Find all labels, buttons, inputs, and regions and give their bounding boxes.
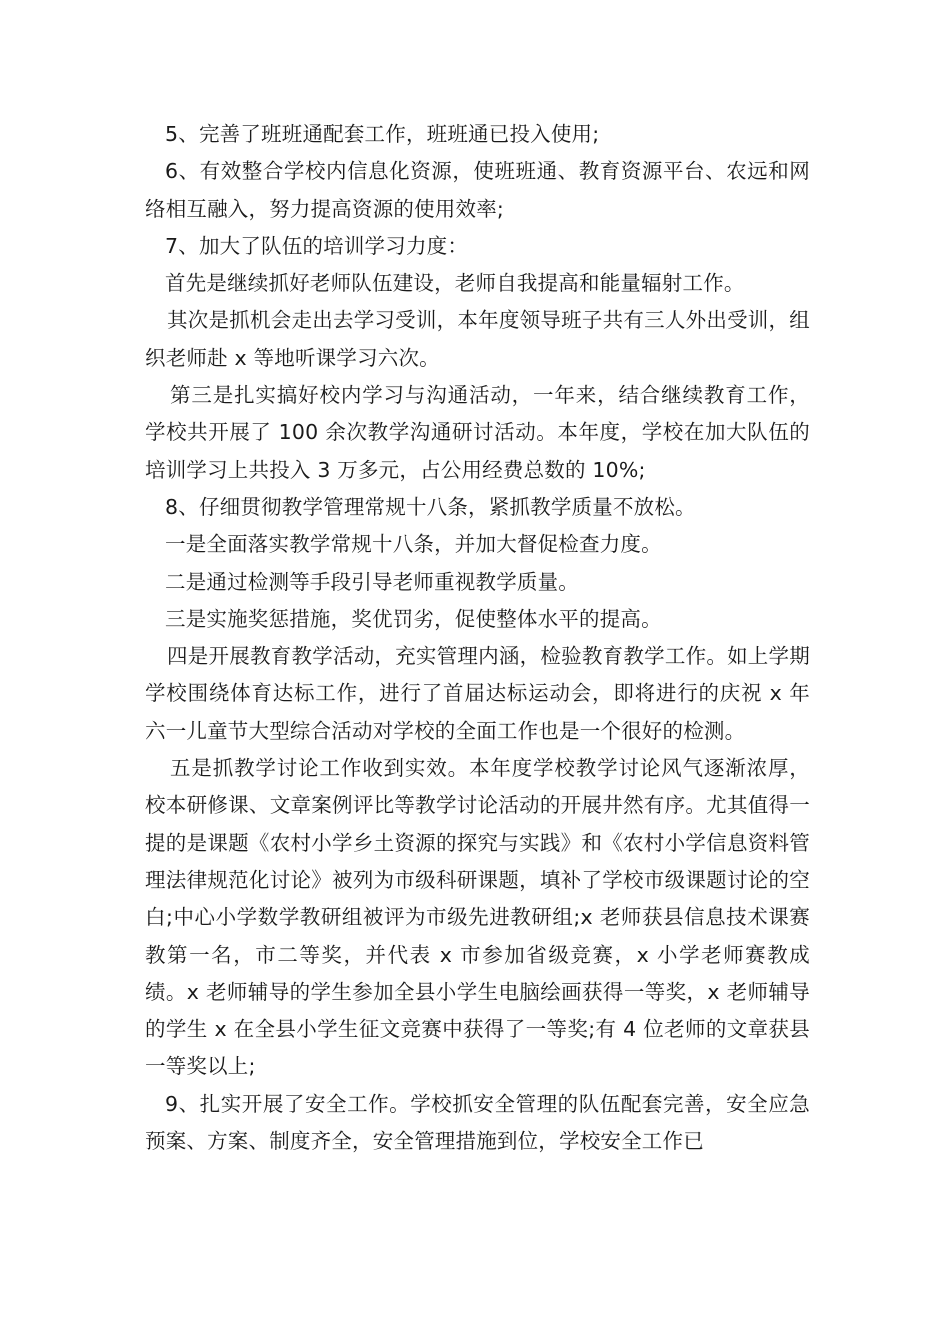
paragraph-item-8: 8、仔细贯彻教学管理常规十八条，紧抓教学质量不放松。 [165,494,696,519]
paragraph-item-6: 6、有效整合学校内信息化资源，使班班通、教育资源平台、农远和网络相互融入，努力提高资源的使用效率; [145,159,810,221]
paragraph-teacher-team: 首先是继续抓好老师队伍建设，老师自我提高和能量辐射工作。 [165,271,745,296]
paragraph-activities: 四是开展教育教学活动，充实管理内涵，检验教育教学工作。如上学期学校围绕体育达标工作，进行了首届达标运动会，即将进行的庆祝 x 年六一儿童节大型综合活动对学校的全面工作也是一个很好的检测。 [145,644,810,743]
paragraph-rewards: 三是实施奖惩措施，奖优罚劣，促使整体水平的提高。 [165,606,662,631]
paragraph-item-5: 5、完善了班班通配套工作，班班通已投入使用; [165,122,600,146]
paragraph-quality-testing: 二是通过检测等手段引导老师重视教学质量。 [165,569,579,594]
paragraph-internal-exchange: 第三是扎实搞好校内学习与沟通活动，一年来，结合继续教育工作，学校共开展了 100 余次教学沟通研讨活动。本年度，学校在加大队伍的培训学习上共投入 3 万多元，占公用经费总数的 10%; [145,383,810,482]
paragraph-research: 五是抓教学讨论工作收到实效。本年度学校教学讨论风气逐渐浓厚，校本研修课、文章案例评比等教学讨论活动的开展井然有序。尤其值得一提的是课题《农村小学乡土资源的探究与实践》和《农村小学信息资料管理法律规范化讨论》被列为市级科研课题，填补了学校市级课题讨论的空白;中心小学数学教研组被评为市级先进教研组;x 老师获县信息技术课赛教第一名，市二等奖，并代表 x 市参加省级竞赛，x 小学老师赛教成绩。x 老师辅导的学生参加全县小学生电脑绘画获得一等奖，x 老师辅导的学生 x 在全县小学生征文竞赛中获得了一等奖;有 4 位老师的文章获县一等奖以上; [145,756,810,1079]
paragraph-item-7: 7、加大了队伍的培训学习力度： [165,233,469,258]
paragraph-item-9: 9、扎实开展了安全工作。学校抓安全管理的队伍配套完善，安全应急预案、方案、制度齐全，安全管理措施到位，学校安全工作已 [145,1091,810,1154]
document-body [145,116,810,1160]
paragraph-teaching-routine: 一是全面落实教学常规十八条，并加大督促检查力度。 [165,532,662,557]
paragraph-external-training: 其次是抓机会走出去学习受训，本年度领导班子共有三人外出受训，组织老师赴 x 等地听课学习六次。 [145,308,810,370]
